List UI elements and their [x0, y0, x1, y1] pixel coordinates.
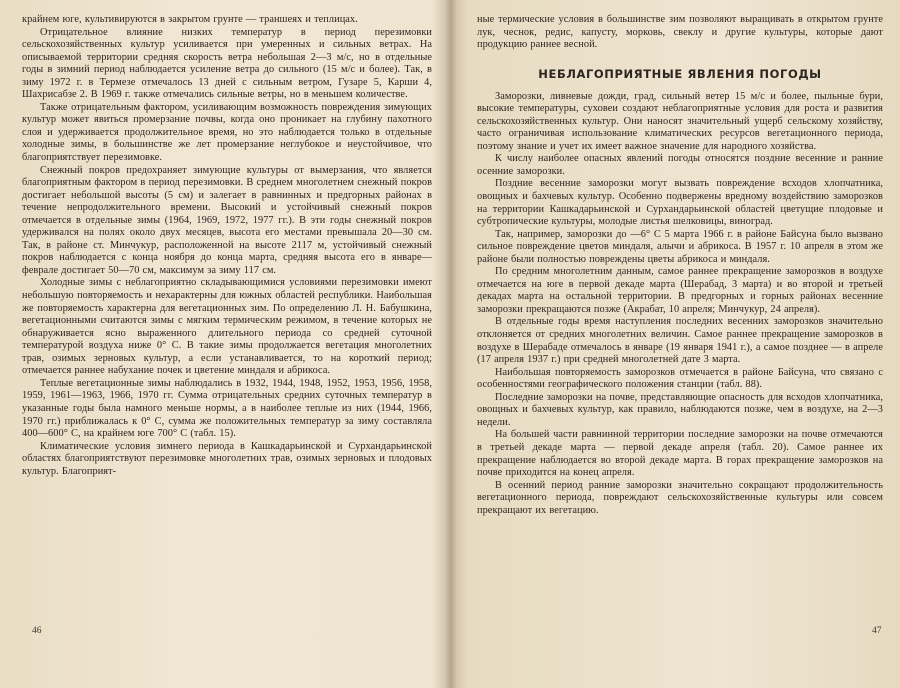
right-paragraph: Поздние весенние заморозки могут вызвать повреждение всходов хлопчатника, овощных и бахчевых культур. Особенно подвержены вредному воздействию заморозков на территории Кашкадарьинской и Сурхандарьинской областей цветущие плодовые и субтропические культуры, молодые листья шелковицы, виноград. [477, 178, 883, 228]
right-paragraph: Наибольшая повторяемость заморозков отмечается в районе Байсуна, что связано с особенностями географического положения станции (табл. 88). [477, 366, 883, 391]
right-paragraph: Последние заморозки на почве, представляющие опасность для всходов хлопчатника, овощных и бахчевых культур, как правило, наблюдаются позже, чем в воздухе, на 2—3 недели. [477, 391, 883, 428]
right-paragraph: Заморозки, ливневые дожди, град, сильный ветер 15 м/с и более, пыльные бури, высокие температуры, суховеи создают неблагоприятные условия для роста и развития сельскохозяйственных культур. Они наносят значительный ущерб сельскому хозяйству, часто ограничивая использование климатических ресурсов вегетационного периода, поэтому знание и учет их имеет важное значение для народного хозяйства. [477, 90, 883, 152]
left-paragraph: Холодные зимы с неблагоприятно складывающимися условиями перезимовки имеют небольшую повторяемость и нехарактерны для южных областей республики. Наибольшая же повторяемость характерна для вегетационных зим. По определению Л. Н. Бабушкина, вегетационными считаются зимы с мягким термическим режимом, в течение которых не обнаруживается ясно выраженного длительного периода со средней суточной температурой воздуха ниже 0° С. В такие зимы продолжается вегетация многолетних трав, озимых зерновых культур, а если устанавливается, то на короткий период; отмечается раннее набухание почек и цветение миндаля и абрикоса. [22, 277, 432, 377]
right-paragraph: К числу наиболее опасных явлений погоды относятся поздние весенние и ранние осенние заморозки. [477, 153, 883, 177]
left-paragraph: Также отрицательным фактором, усиливающим возможность повреждения зимующих культур может явиться промерзание почвы, когда оно проникает на глубину пахотного слоя и удерживается продолжительное время, но это наблюдается только в отдельные холодные зимы, в большинстве же лет промерзание неглубокое и неустойчивое, что благоприятствует перезимовке. [22, 101, 432, 164]
left-paragraph: Теплые вегетационные зимы наблюдались в 1932, 1944, 1948, 1952, 1953, 1956, 1958, 1959, 1961—1963, 1966, 1970 гг. Сумма отрицательных средних суточных температур в указанные годы была намного меньше нормы, а в наиболее теплые из них (1944, 1966, 1970 гг.) приближалась к 0° С, сумма же положительных температур за зиму составляла 400—600° С, на крайнем юге 700° С (табл. 15). [22, 377, 432, 440]
page-number-right: 47 [872, 626, 882, 636]
left-paragraph: Снежный покров предохраняет зимующие культуры от вымерзания, что является благоприятным фактором в период перезимовки. В среднем многолетнем снежный покров достигает небольшой высоты (5 см) и залегает в равнинных и предгорных районах в течение непродолжительного времени. Высокий и устойчивый снежный покров отмечается в отдельные зимы (1964, 1969, 1972, 1977 гг.). В эти годы снежный покров удерживался на полях около двух месяцев, высота его местами превышала 20—30 см. Так, в районе ст. Минчукур, расположенной на высоте 2117 м, устойчивый снежный покров наблюдается с конца ноября до конца марта, средняя высота его в январе—феврале достигает 50—70 см, максимум за зиму 117 см. [22, 164, 432, 276]
section-heading: НЕБЛАГОПРИЯТНЫЕ ЯВЛЕНИЯ ПОГОДЫ [538, 66, 822, 81]
page-number-left: 46 [32, 626, 42, 636]
right-paragraph: По средним многолетним данным, самое раннее прекращение заморозков в воздухе отмечается на юге в первой декаде марта (Шерабад, 3 марта) и во второй и третьей декадах марта на остальной территории. В предгорных и горных районах весенние заморозки прекращаются позже (Акрабат, 10 апреля; Минчукур, 24 апреля). [477, 266, 883, 315]
left-paragraph: Отрицательное влияние низких температур в период перезимовки сельскохозяйственных культур усиливается при умеренных и сильных ветрах. На описываемой территории средняя скорость ветра небольшая 2—3 м/с, но в отдельные годы в зимний период наблюдается усиление ветра до сильного (15 м/с и более). Так, в зиму 1972 г. в Термезе отмечалось 13 дней с сильным ветром, Гузаре 5, Карши 4, Шахрисабзе 2. В 1969 г. также отмечались сильные ветры, но в меньшем количестве. [22, 26, 432, 101]
right-intro-paragraph: ные термические условия в большинстве зим позволяют выращивать в открытом грунте лук, чеснок, редис, капусту, морковь, свеклу и другие культуры, которые дают продукцию раннее весной. [477, 14, 883, 51]
left-paragraph: Климатические условия зимнего периода в Кашкадарьинской и Сурхандарьинской областях благоприятствуют перезимовке многолетних трав, озимых зерновых и плодовых культур. Благоприят- [22, 440, 432, 477]
right-paragraph: На большей части равнинной территории последние заморозки на почве отмечаются в третьей декаде марта — первой декаде апреля (табл. 20). Самое раннее их прекращение наблюдается во второй декаде марта. В горах прекращение заморозков на почве приходится на конец апреля. [477, 429, 883, 479]
book-gutter [445, 0, 457, 688]
left-paragraph: крайнем юге, культивируются в закрытом грунте — траншеях и теплицах. [22, 14, 358, 25]
left-page [22, 14, 432, 478]
right-page [477, 14, 883, 517]
right-paragraph: Так, например, заморозки до —6° С 5 марта 1966 г. в районе Байсуна было вызвано сильное повреждение цветов миндаля, алычи и абрикоса. В 1957 г. 10 апреля в этом же районе были полностью повреждены цветы абрикоса и миндаля. [477, 228, 883, 265]
right-paragraph: В отдельные годы время наступления последних весенних заморозков значительно отклоняется от средних многолетних величин. Самое раннее прекращение заморозков в воздухе в Шерабаде отмечалось в январе (19 января 1941 г.), а самое позднее — в апреле (17 апреля 1937 г.) при средней многолетней дате 3 марта. [477, 316, 883, 366]
right-paragraph: В осенний период ранние заморозки значительно сокращают продолжительность вегетационного периода, повреждают сельскохозяйственные культуры или совсем прекращают их вегетацию. [477, 479, 883, 516]
